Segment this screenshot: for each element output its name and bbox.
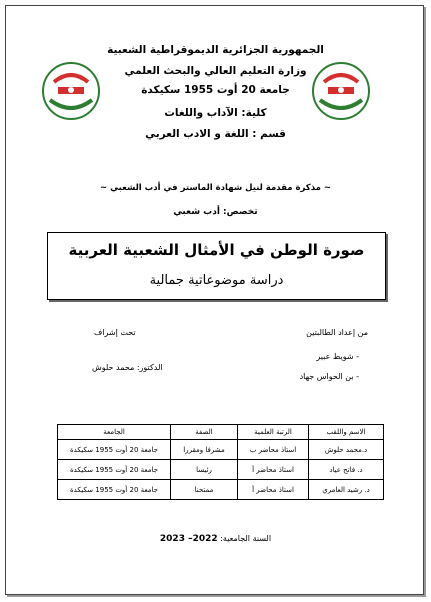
university-line: جامعة 20 أوت 1955 سكيكدة <box>141 84 290 96</box>
table-cell: ممتحنا <box>171 480 238 500</box>
table-cell: د. رشيد العامري <box>309 480 384 500</box>
thesis-title: صورة الوطن في الأمثال الشعبية العربية <box>68 241 365 259</box>
thesis-subtitle: دراسة موضوعاتية جمالية <box>149 273 284 288</box>
student-bullet-1: - <box>353 352 359 361</box>
header-rank: الرتبة العلمية <box>238 425 309 440</box>
table-cell: جامعة 20 أوت 1955 سكيكدة <box>58 480 171 500</box>
student-name-2 <box>300 372 359 381</box>
student-name-1 <box>316 352 359 361</box>
academic-year-label: السنة الجامعية: <box>220 534 272 543</box>
committee-table <box>57 424 384 500</box>
header-university: الجامعة <box>58 425 171 440</box>
republic-line: الجمهورية الجزائرية الديموقراطية الشعبية <box>107 44 324 56</box>
header-role: الصفة <box>171 425 238 440</box>
table-cell: مشرفا ومقررا <box>171 440 238 460</box>
academic-year-value: 2022– 2023 <box>159 534 218 544</box>
memo-line: ~ مذكرة مقدمة لنيل شهادة الماستر في أدب الشعبي ~ <box>100 183 331 193</box>
table-row <box>58 480 384 500</box>
table-cell: استاذ محاضر أ <box>238 480 309 500</box>
table-cell: استاذ محاضر ب <box>238 440 309 460</box>
table-cell: رئيسا <box>171 460 238 480</box>
header-name: الاسم واللقب <box>309 425 384 440</box>
students-heading: من إعداد الطالبتين <box>306 328 368 337</box>
department-line: قسم : اللغة و الادب العربي <box>145 128 286 140</box>
ministry-line: وزارة التعليم العالي والبحث العلمي <box>124 65 307 77</box>
table-cell: جامعة 20 أوت 1955 سكيكدة <box>58 440 171 460</box>
table-row <box>58 460 384 480</box>
committee-header-row <box>58 425 384 440</box>
table-row <box>58 440 384 460</box>
university-logo-left <box>40 60 102 122</box>
academic-year <box>0 534 431 544</box>
university-logo-right <box>310 60 372 122</box>
supervisor-name: الدكتور: محمد حلوش <box>92 363 163 372</box>
student-name-1-text: شويط عبير <box>316 352 354 361</box>
student-name-2-text: بن الحواس جهاد <box>299 372 354 381</box>
faculty-line: كلية: الآداب واللغات <box>164 107 267 119</box>
table-cell: جامعة 20 أوت 1955 سكيكدة <box>58 460 171 480</box>
supervisor-heading: تحت إشراف <box>94 328 136 337</box>
title-box <box>47 232 386 300</box>
specialty-line: تخصص: أدب شعبي <box>173 207 258 217</box>
table-cell: د.محمد حلوش <box>309 440 384 460</box>
student-bullet-2: - <box>353 372 359 381</box>
table-cell: استاذ محاضر أ <box>238 460 309 480</box>
table-cell: د. فاتح عياد <box>309 460 384 480</box>
